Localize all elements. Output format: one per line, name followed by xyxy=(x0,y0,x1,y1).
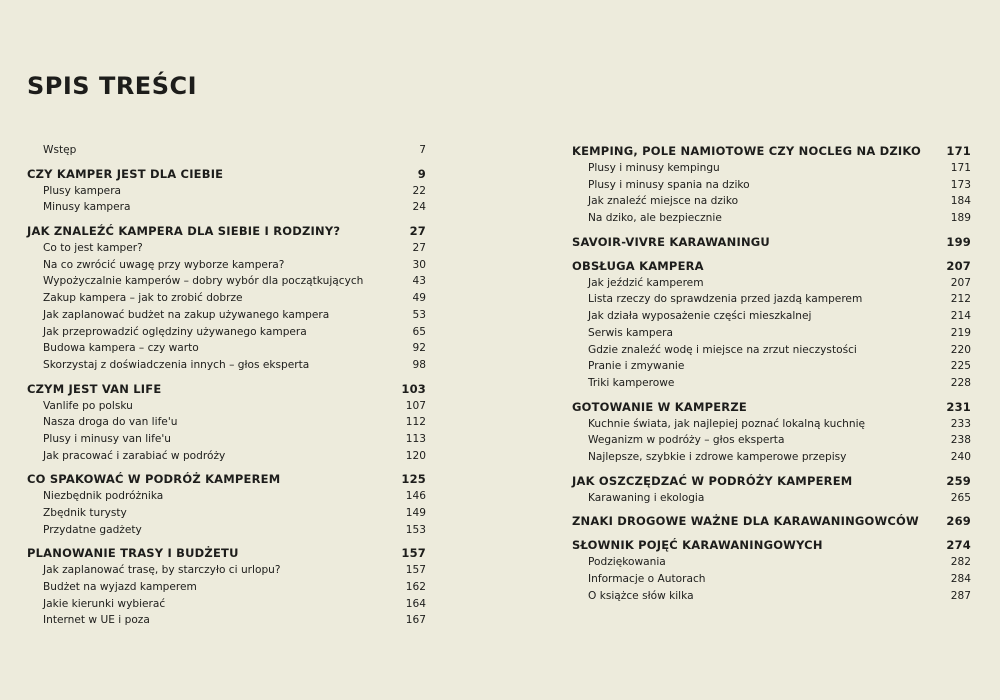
toc-entry-label: Internet w UE i poza xyxy=(43,614,150,627)
toc-entry-page-number: 228 xyxy=(950,376,971,389)
toc-entry-page-number: 164 xyxy=(405,597,426,610)
toc-section xyxy=(572,472,971,507)
toc-entry[interactable] xyxy=(27,596,426,613)
toc-entry-label: Zakup kampera – jak to zrobić dobrze xyxy=(43,292,243,305)
toc-entry-label: Plusy i minusy spania na dziko xyxy=(588,178,750,191)
toc-entry-page-number: 238 xyxy=(950,434,971,447)
toc-chapter-heading[interactable] xyxy=(572,398,971,416)
toc-entry-page-number: 43 xyxy=(412,275,426,288)
toc-entry-label: Przydatne gadżety xyxy=(43,523,142,536)
toc-entry-page-number: 189 xyxy=(950,212,971,225)
toc-entry-page-number: 22 xyxy=(412,184,426,197)
toc-entry[interactable] xyxy=(572,160,971,177)
toc-entry-page-number: 146 xyxy=(405,490,426,503)
toc-entry[interactable] xyxy=(27,522,426,539)
toc-chapter-heading-page-number: 9 xyxy=(417,166,426,181)
toc-entry-page-number: 107 xyxy=(405,399,426,412)
toc-section xyxy=(572,233,971,251)
toc-entry[interactable] xyxy=(572,554,971,571)
toc-entry-page-number: 53 xyxy=(412,308,426,321)
toc-entry[interactable] xyxy=(27,448,426,465)
toc-chapter-heading-page-number: 274 xyxy=(946,538,971,553)
toc-entry-page-number: 65 xyxy=(412,325,426,338)
toc-entry[interactable] xyxy=(27,324,426,341)
toc-chapter-heading-label: JAK ZNALEŹĆ KAMPERA DLA SIEBIE I RODZINY? xyxy=(27,224,341,239)
toc-entry-label: Jak przeprowadzić oględziny używanego kampera xyxy=(43,325,307,338)
toc-section xyxy=(27,380,426,465)
toc-chapter-heading[interactable] xyxy=(27,222,426,240)
toc-entry-page-number: 27 xyxy=(412,242,426,255)
toc-entry-page-number: 220 xyxy=(950,343,971,356)
toc-entry[interactable] xyxy=(572,275,971,292)
toc-section xyxy=(27,165,426,216)
toc-entry-page-number: 233 xyxy=(950,417,971,430)
toc-entry[interactable] xyxy=(27,257,426,274)
toc-entry-label: Podziękowania xyxy=(588,556,666,569)
toc-entry[interactable] xyxy=(27,612,426,629)
toc-chapter-heading-label: JAK OSZCZĘDZAĆ W PODRÓŻY KAMPEREM xyxy=(572,473,853,488)
toc-section xyxy=(27,470,426,538)
toc-entry-label: Serwis kampera xyxy=(588,326,673,339)
toc-entry-page-number: 7 xyxy=(419,144,426,156)
toc-entry[interactable] xyxy=(27,357,426,374)
toc-section xyxy=(572,398,971,466)
toc-entry-label: Pranie i zmywanie xyxy=(588,360,685,373)
toc-entry[interactable] xyxy=(27,142,426,159)
toc-entry-label: O książce słów kilka xyxy=(588,589,694,602)
toc-entry-page-number: 173 xyxy=(950,178,971,191)
toc-chapter-heading-page-number: 157 xyxy=(401,546,426,561)
toc-chapter-heading-page-number: 103 xyxy=(401,381,426,396)
toc-entry-label: Zbędnik turysty xyxy=(43,507,127,519)
toc-entry-page-number: 219 xyxy=(950,326,971,339)
toc-chapter-heading[interactable] xyxy=(27,470,426,488)
toc-chapter-heading[interactable] xyxy=(27,544,426,562)
toc-chapter-heading[interactable] xyxy=(27,380,426,398)
toc-entry[interactable] xyxy=(27,273,426,290)
toc-entry[interactable] xyxy=(572,325,971,342)
toc-chapter-heading-page-number: 269 xyxy=(946,514,971,529)
toc-entry-page-number: 167 xyxy=(405,614,426,627)
toc-section xyxy=(572,536,971,604)
toc-entry[interactable] xyxy=(572,432,971,449)
toc-entry-page-number: 284 xyxy=(950,573,971,585)
toc-left-column xyxy=(27,142,426,635)
toc-entry-label: Wstęp xyxy=(43,144,77,156)
toc-chapter-heading-label: SAVOIR-VIVRE KARAWANINGU xyxy=(572,234,770,249)
toc-entry[interactable] xyxy=(572,416,971,433)
toc-chapter-heading-page-number: 259 xyxy=(946,473,971,488)
toc-entry-label: Jak jeździć kamperem xyxy=(588,276,704,289)
toc-chapter-heading-page-number: 231 xyxy=(946,399,971,414)
toc-entry-label: Karawaning i ekologia xyxy=(588,491,705,504)
toc-chapter-heading[interactable] xyxy=(27,165,426,183)
toc-entry[interactable] xyxy=(572,375,971,392)
toc-entry[interactable] xyxy=(27,183,426,200)
toc-entry[interactable] xyxy=(572,210,971,227)
toc-entry-page-number: 162 xyxy=(405,581,426,594)
toc-entry-label: Wypożyczalnie kamperów – dobry wybór dla początkujących xyxy=(43,275,364,288)
toc-entry-page-number: 30 xyxy=(412,258,426,271)
toc-entry-label: Niezbędnik podróżnika xyxy=(43,490,164,503)
toc-entry[interactable] xyxy=(572,449,971,466)
toc-entry-label: Plusy kampera xyxy=(43,184,122,197)
toc-entry-page-number: 149 xyxy=(405,507,426,519)
toc-entry-label: Co to jest kamper? xyxy=(43,242,143,255)
toc-entry-label: Jak zaplanować trasę, by starczyło ci urlopu? xyxy=(43,564,281,577)
toc-entry-page-number: 112 xyxy=(405,416,426,429)
toc-chapter-heading[interactable] xyxy=(572,142,971,160)
toc-chapter-heading-label: SŁOWNIK POJĘĆ KARAWANINGOWYCH xyxy=(572,538,823,553)
toc-entry-label: Jakie kierunki wybierać xyxy=(43,597,166,610)
toc-entry[interactable] xyxy=(572,358,971,375)
toc-entry[interactable] xyxy=(572,342,971,359)
toc-entry-label: Jak działa wyposażenie części mieszkalnej xyxy=(588,310,812,323)
toc-entry-label: Plusy i minusy van life'u xyxy=(43,432,171,445)
toc-chapter-heading-label: CZYM JEST VAN LIFE xyxy=(27,381,162,396)
toc-entry[interactable] xyxy=(27,290,426,307)
toc-entry-label: Plusy i minusy kempingu xyxy=(588,162,720,174)
toc-entry-page-number: 225 xyxy=(950,360,971,373)
toc-entry-label: Jak znaleźć miejsce na dziko xyxy=(588,195,739,208)
toc-entry-label: Triki kamperowe xyxy=(588,376,675,389)
toc-chapter-heading-page-number: 171 xyxy=(946,144,971,158)
toc-entry[interactable] xyxy=(27,488,426,505)
toc-entry-label: Lista rzeczy do sprawdzenia przed jazdą kamperem xyxy=(588,293,863,306)
toc-entry[interactable] xyxy=(27,431,426,448)
toc-entry-page-number: 240 xyxy=(950,450,971,463)
toc-entry[interactable] xyxy=(572,588,971,605)
toc-chapter-heading-page-number: 27 xyxy=(409,224,426,239)
toc-section xyxy=(572,512,971,530)
toc-entry-page-number: 98 xyxy=(412,358,426,371)
toc-section xyxy=(27,222,426,374)
toc-chapter-heading-label: OBSŁUGA KAMPERA xyxy=(572,258,704,273)
toc-entry-page-number: 287 xyxy=(950,589,971,602)
toc-entry-label: Na dziko, ale bezpiecznie xyxy=(588,212,722,225)
toc-entry[interactable] xyxy=(27,414,426,431)
toc-entry-page-number: 207 xyxy=(950,276,971,289)
toc-entry-label: Minusy kampera xyxy=(43,201,131,214)
toc-entry[interactable] xyxy=(27,562,426,579)
toc-chapter-heading-label: PLANOWANIE TRASY I BUDŻETU xyxy=(27,546,239,561)
toc-entry-page-number: 157 xyxy=(405,564,426,577)
toc-entry[interactable] xyxy=(27,398,426,415)
toc-chapter-heading[interactable] xyxy=(572,233,971,251)
toc-chapter-heading-label: CO SPAKOWAĆ W PODRÓŻ KAMPEREM xyxy=(27,472,281,487)
toc-chapter-heading-label: CZY KAMPER JEST DLA CIEBIE xyxy=(27,166,224,181)
toc-chapter-heading-page-number: 125 xyxy=(401,472,426,487)
toc-entry[interactable] xyxy=(27,579,426,596)
toc-entry[interactable] xyxy=(572,193,971,210)
toc-entry-label: Gdzie znaleźć wodę i miejsce na zrzut nieczystości xyxy=(588,343,857,356)
toc-entry-page-number: 113 xyxy=(405,432,426,445)
toc-section xyxy=(572,257,971,392)
toc-entry-page-number: 120 xyxy=(405,449,426,462)
toc-entry-label: Jak zaplanować budżet na zakup używanego kampera xyxy=(43,308,330,321)
toc-entry-label: Budżet na wyjazd kamperem xyxy=(43,581,197,594)
toc-entry-label: Na co zwrócić uwagę przy wyborze kampera? xyxy=(43,258,285,271)
toc-entry-page-number: 153 xyxy=(405,523,426,536)
toc-chapter-heading[interactable] xyxy=(572,257,971,275)
toc-chapter-heading[interactable] xyxy=(572,512,971,530)
toc-chapter-heading-label: ZNAKI DROGOWE WAŻNE DLA KARAWANINGOWCÓW xyxy=(572,514,919,529)
toc-entry-label: Nasza droga do van life'u xyxy=(43,416,178,429)
toc-entry[interactable] xyxy=(572,291,971,308)
toc-entry[interactable] xyxy=(572,571,971,588)
toc-entry[interactable] xyxy=(27,307,426,324)
toc-entry[interactable] xyxy=(572,490,971,507)
toc-entry-page-number: 214 xyxy=(950,310,971,323)
toc-entry-label: Budowa kampera – czy warto xyxy=(43,342,199,355)
toc-section xyxy=(572,142,971,227)
toc-entry-label: Vanlife po polsku xyxy=(43,399,133,412)
toc-entry-label: Informacje o Autorach xyxy=(588,573,706,585)
toc-entry-label: Jak pracować i zarabiać w podróży xyxy=(43,449,226,462)
toc-entry[interactable] xyxy=(572,308,971,325)
toc-entry[interactable] xyxy=(27,505,426,522)
toc-entry-label: Weganizm w podróży – głos eksperta xyxy=(588,434,785,447)
toc-entry-page-number: 282 xyxy=(950,556,971,569)
toc-entry[interactable] xyxy=(27,199,426,216)
page-title: SPIS TREŚCI xyxy=(27,72,198,100)
toc-entry[interactable] xyxy=(27,240,426,257)
toc-entry-page-number: 92 xyxy=(412,342,426,355)
toc-entry-label: Najlepsze, szybkie i zdrowe kamperowe przepisy xyxy=(588,450,847,463)
toc-chapter-heading-label: KEMPING, POLE NAMIOTOWE CZY NOCLEG NA DZIKO xyxy=(572,144,921,158)
toc-section xyxy=(27,544,426,629)
toc-chapter-heading-page-number: 199 xyxy=(946,234,971,249)
toc-section xyxy=(27,142,426,159)
toc-entry-page-number: 49 xyxy=(412,292,426,305)
toc-entry[interactable] xyxy=(572,177,971,194)
toc-entry-page-number: 184 xyxy=(950,195,971,208)
toc-entry-page-number: 171 xyxy=(950,162,971,174)
toc-entry-label: Kuchnie świata, jak najlepiej poznać lokalną kuchnię xyxy=(588,417,866,430)
toc-entry-page-number: 24 xyxy=(412,201,426,214)
toc-entry-page-number: 212 xyxy=(950,293,971,306)
toc-entry-label: Skorzystaj z doświadczenia innych – głos eksperta xyxy=(43,358,310,371)
toc-entry-page-number: 265 xyxy=(950,491,971,504)
toc-right-column xyxy=(572,142,971,610)
toc-chapter-heading-page-number: 207 xyxy=(946,258,971,273)
toc-chapter-heading[interactable] xyxy=(572,536,971,554)
toc-chapter-heading[interactable] xyxy=(572,472,971,490)
toc-chapter-heading-label: GOTOWANIE W KAMPERZE xyxy=(572,399,747,414)
toc-entry[interactable] xyxy=(27,340,426,357)
